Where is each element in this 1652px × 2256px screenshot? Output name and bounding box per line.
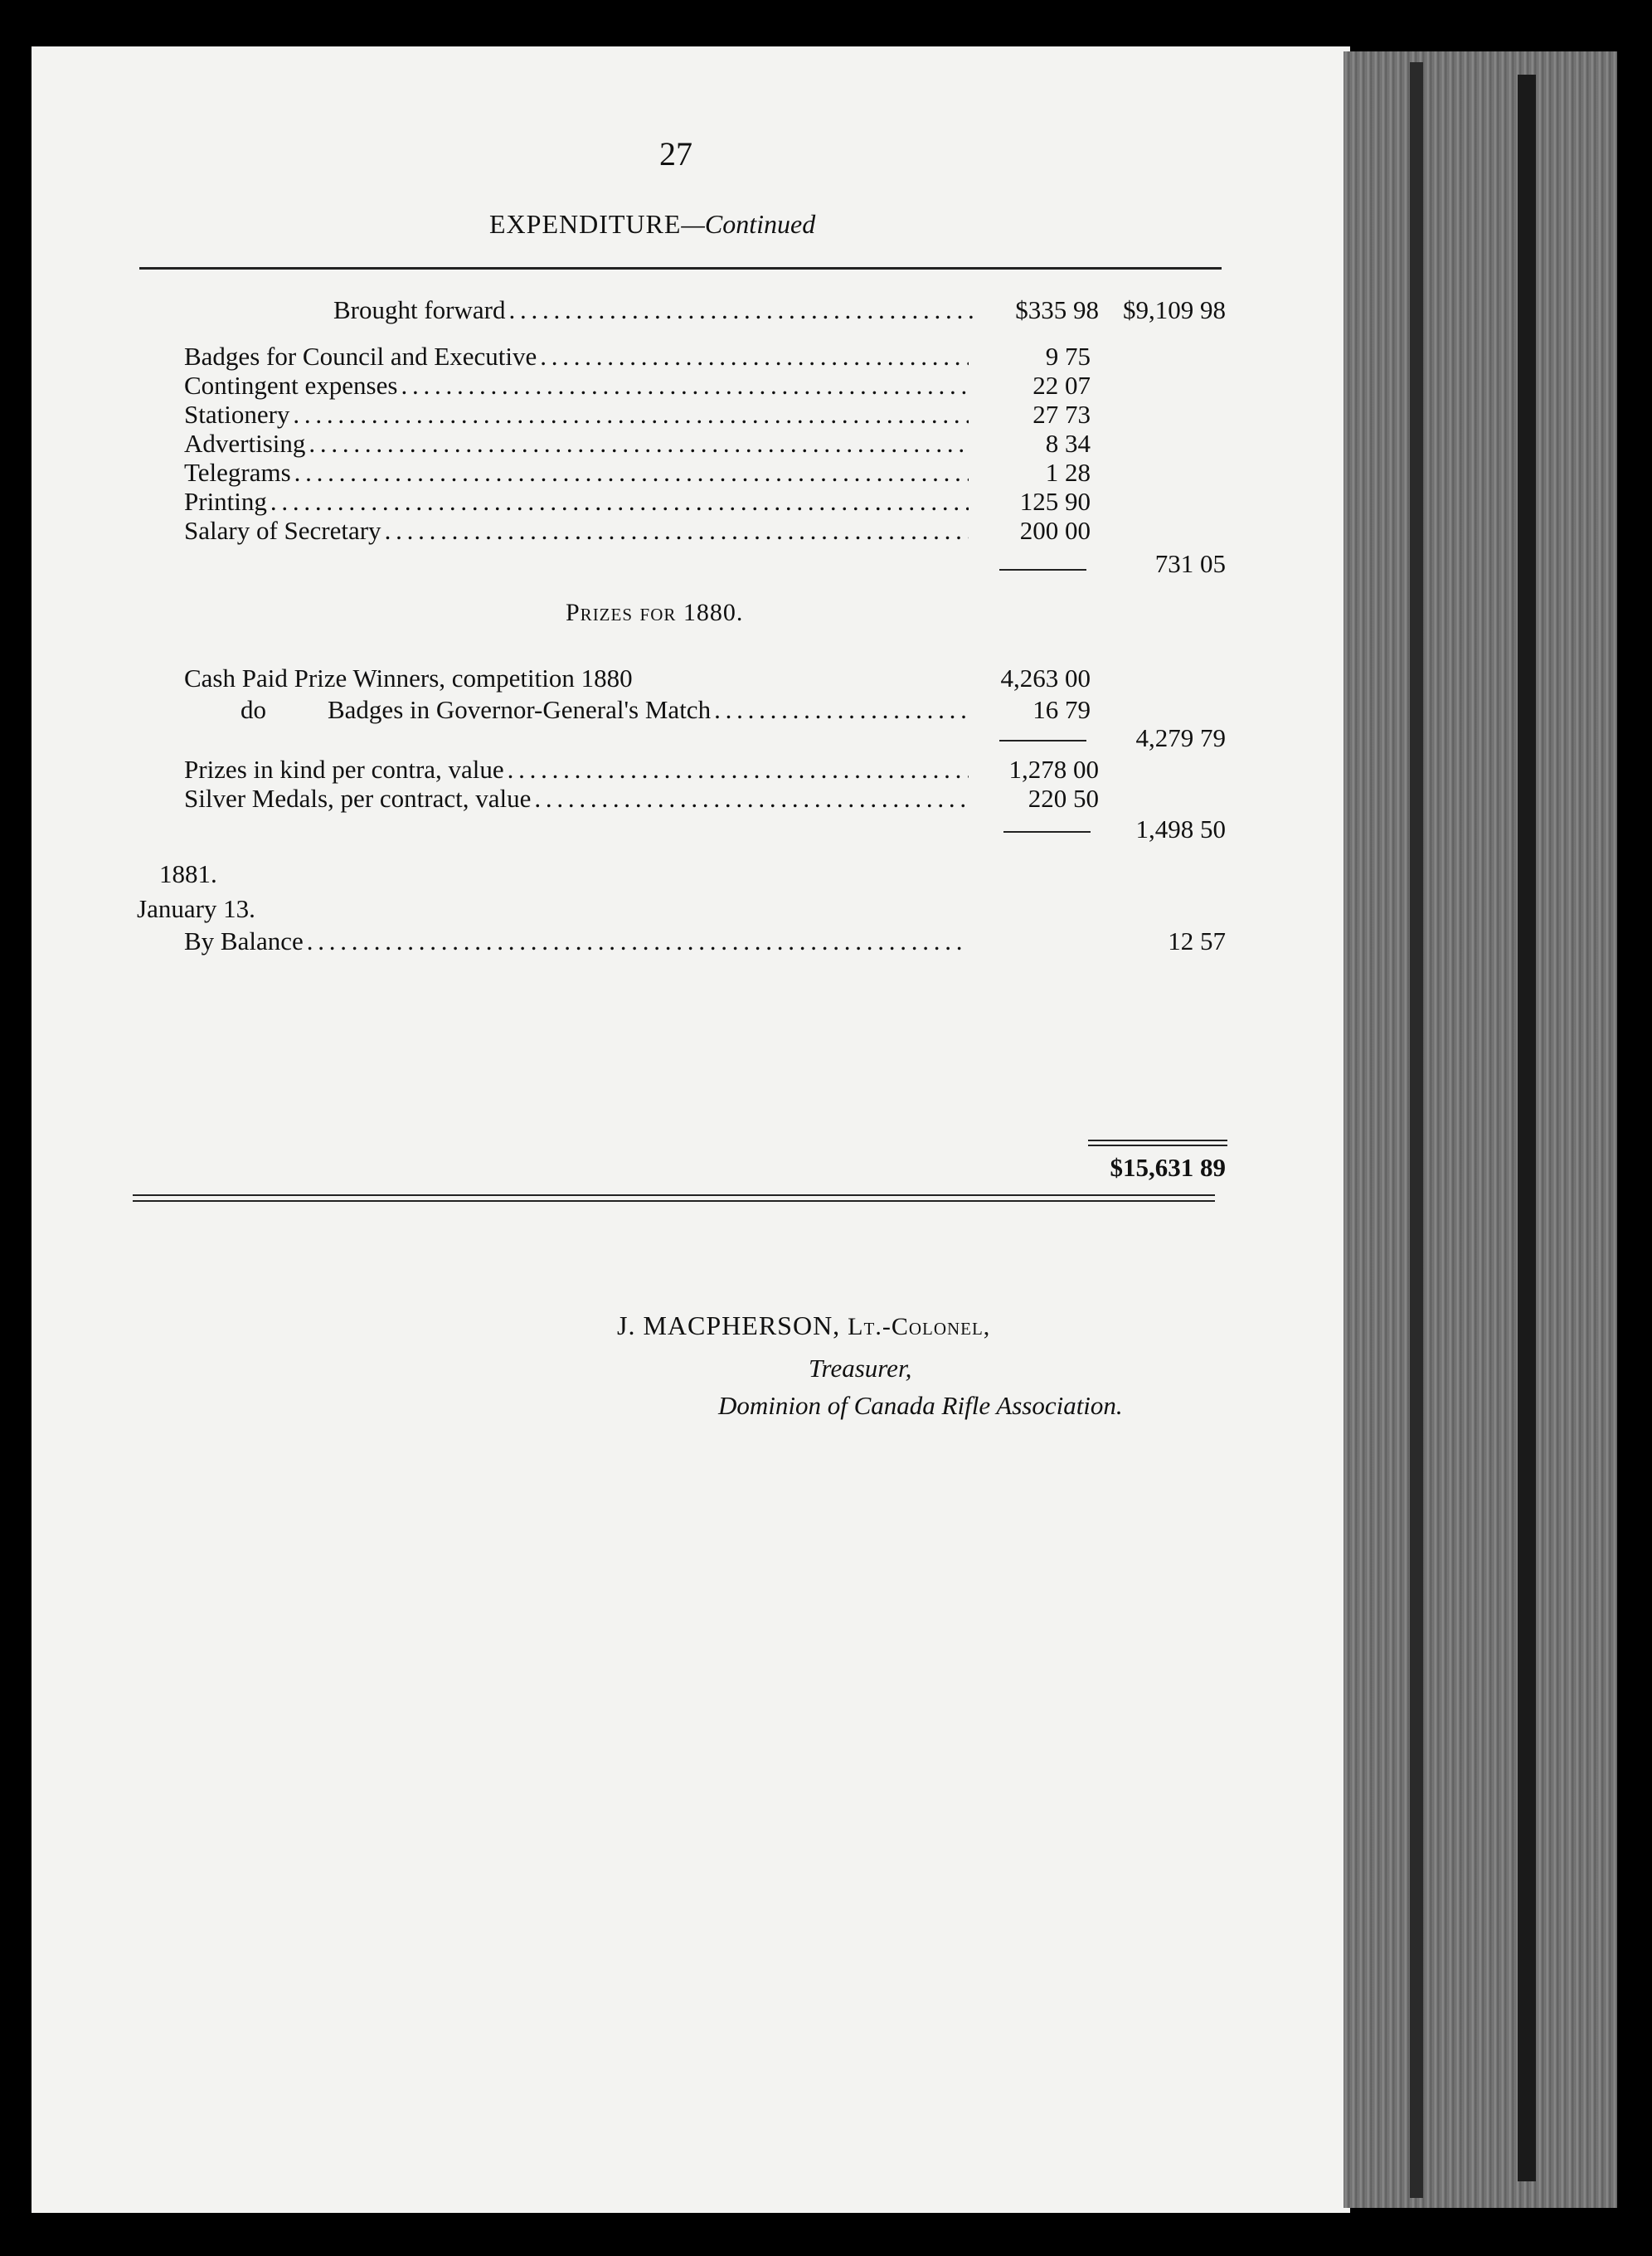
signatory-rank: Lt.-Colonel, bbox=[848, 1313, 991, 1340]
expense-row: Stationery . . . bbox=[184, 400, 972, 430]
expense-amount: 200 00 bbox=[1019, 516, 1091, 545]
brought-forward-total: $9,109 98 bbox=[1123, 295, 1226, 324]
prize-row: Cash Paid Prize Winners, competition 1880 bbox=[184, 664, 633, 693]
balance-row: By Balance . . . bbox=[184, 926, 972, 956]
grand-total: $15,631 89 bbox=[1110, 1153, 1226, 1182]
prize-amount: 4,263 00 bbox=[1000, 664, 1091, 693]
balance-amount: 12 57 bbox=[1168, 926, 1226, 955]
expense-row: Salary of Secretary . . . bbox=[184, 516, 972, 546]
year-label: 1881. bbox=[159, 859, 217, 888]
brought-forward-label: Brought forward bbox=[333, 295, 506, 324]
prize-row: Badges in Governor-General's Match . . . bbox=[328, 695, 972, 725]
expense-row: Badges for Council and Executive . . . bbox=[184, 342, 972, 372]
book-page-edges bbox=[1343, 51, 1617, 2208]
signatory-role: Treasurer, bbox=[809, 1354, 912, 1383]
subtotal-rule bbox=[999, 740, 1086, 741]
prize-kind-amount: 1,278 00 bbox=[1008, 755, 1099, 784]
signature-line bbox=[617, 1310, 990, 1341]
header-rule bbox=[139, 267, 1222, 270]
signatory-organization: Dominion of Canada Rifle Association. bbox=[718, 1391, 1123, 1420]
header-title: EXPENDITURE bbox=[489, 209, 682, 239]
prizes-subtotal: 4,279 79 bbox=[1135, 723, 1226, 752]
prizes-kind-subtotal: 1,498 50 bbox=[1135, 814, 1226, 844]
dot-leader bbox=[508, 295, 977, 325]
expense-row: Printing . . . bbox=[184, 487, 972, 517]
prizes-heading: Prizes for 1880. bbox=[566, 599, 744, 626]
expense-row: Advertising . . . bbox=[184, 429, 972, 459]
subtotal-rule bbox=[999, 569, 1086, 571]
expenses-subtotal: 731 05 bbox=[1154, 549, 1226, 578]
ditto-mark: do bbox=[241, 695, 266, 724]
book-edge-shadow bbox=[1410, 62, 1423, 2198]
footer-rule bbox=[133, 1200, 1215, 1202]
expense-amount: 9 75 bbox=[1045, 342, 1091, 371]
header-subtitle: —Continued bbox=[681, 209, 816, 239]
brought-forward-amount: $335 98 bbox=[1015, 295, 1099, 324]
brought-forward-row bbox=[333, 295, 980, 325]
expense-amount: 1 28 bbox=[1045, 458, 1091, 487]
expense-row: Telegrams . . . bbox=[184, 458, 972, 488]
section-header bbox=[489, 209, 815, 240]
signatory-name: J. MACPHERSON, bbox=[617, 1310, 848, 1340]
expense-amount: 27 73 bbox=[1032, 400, 1091, 429]
expense-amount: 125 90 bbox=[1019, 487, 1091, 516]
page-number: 27 bbox=[659, 135, 692, 173]
expense-amount: 8 34 bbox=[1045, 429, 1091, 458]
prize-kind-amount: 220 50 bbox=[1028, 784, 1099, 813]
total-rule bbox=[1088, 1140, 1227, 1141]
footer-rule bbox=[133, 1194, 1215, 1196]
prize-kind-row: Prizes in kind per contra, value . . . bbox=[184, 755, 972, 785]
prize-amount: 16 79 bbox=[1032, 695, 1091, 724]
prize-kind-row: Silver Medals, per contract, value . . . bbox=[184, 784, 972, 814]
expense-amount: 22 07 bbox=[1032, 371, 1091, 400]
expense-row: Contingent expenses . . . bbox=[184, 371, 972, 401]
date-label: January 13. bbox=[137, 894, 255, 923]
total-rule bbox=[1088, 1145, 1227, 1146]
book-edge-shadow bbox=[1518, 75, 1536, 2181]
